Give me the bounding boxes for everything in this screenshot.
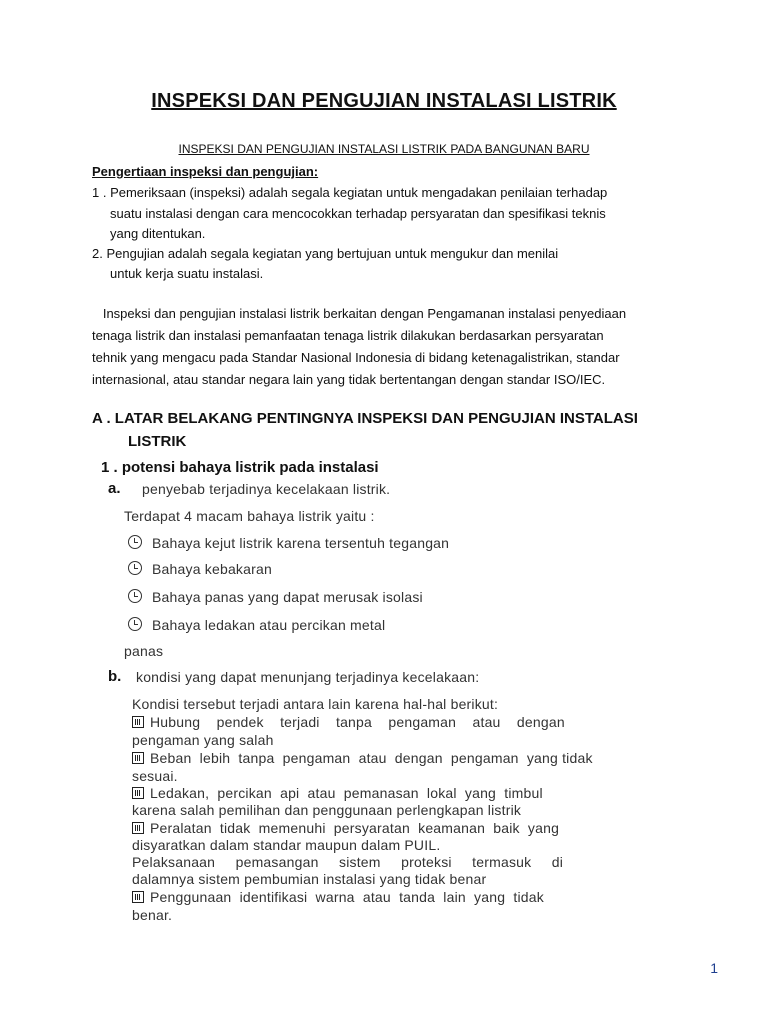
square-bullet-icon [132, 752, 144, 764]
hazard-item [128, 535, 449, 551]
document-subtitle: INSPEKSI DAN PENGUJIAN INSTALASI LISTRIK PADA BANGUNAN BARU [178, 142, 590, 156]
item-a-letter: a. [108, 480, 121, 497]
definition-1-line-1: 1 . Pemeriksaan (inspeksi) adalah segala kegiatan untuk mengadakan penilaian terhadap [92, 185, 608, 200]
hazard-item [128, 589, 423, 605]
condition-intro: Kondisi tersebut terjadi antara lain karena hal-hal berikut: [132, 696, 499, 712]
condition-item-cont: disyaratkan dalam standar maupun dalam PUIL. [132, 837, 441, 853]
item-b-letter: b. [108, 668, 122, 685]
identification-item-cont: benar. [132, 907, 173, 923]
definition-2-line-1: 2. Pengujian adalah segala kegiatan yang bertujuan untuk mengukur dan menilai [92, 246, 559, 261]
hazard-intro: Terdapat 4 macam bahaya listrik yaitu : [124, 508, 375, 524]
identification-item: Penggunaan identifikasi warna atau tanda lain yang tidak [132, 889, 544, 905]
square-bullet-icon [132, 716, 144, 728]
square-bullet-icon [132, 787, 144, 799]
clock-bullet-icon [128, 617, 142, 631]
clock-bullet-icon [128, 535, 142, 549]
definition-heading: Pengertiaan inspeksi dan pengujian: [92, 164, 319, 179]
condition-item: Hubung pendek terjadi tanpa pengaman atau dengan [132, 714, 565, 730]
section-a-heading-cont: LISTRIK [128, 433, 187, 450]
condition-item: Peralatan tidak memenuhi persyaratan keamanan baik yang [132, 820, 559, 836]
definition-2-line-2: untuk kerja suatu instalasi. [110, 266, 264, 281]
document-title: INSPEKSI DAN PENGUJIAN INSTALASI LISTRIK [151, 90, 617, 112]
hazard-continuation: panas [124, 643, 164, 659]
clock-bullet-icon [128, 561, 142, 575]
condition-item-cont: pengaman yang salah [132, 732, 274, 748]
item-a-text: penyebab terjadinya kecelakaan listrik. [142, 481, 391, 497]
hazard-text: Bahaya ledakan atau percikan metal [152, 617, 386, 633]
hazard-text: Bahaya kebakaran [152, 561, 272, 577]
protection-line-1: Pelaksanaan pemasangan sistem proteksi termasuk di [132, 854, 564, 870]
condition-item: Ledakan, percikan api atau pemanasan lokal yang timbul [132, 785, 543, 801]
condition-item: Beban lebih tanpa pengaman atau dengan pengaman yang tidak [132, 750, 593, 766]
hazard-item [128, 561, 272, 577]
page-number: 1 [710, 960, 718, 976]
condition-item-cont: karena salah pemilihan dan penggunaan perlengkapan listrik [132, 802, 522, 818]
hazard-item [128, 617, 385, 633]
subsection-1-heading: 1 . potensi bahaya listrik pada instalasi [101, 459, 379, 476]
condition-item-cont: sesuai. [132, 768, 178, 784]
paragraph-line-2: tenaga listrik dan instalasi pemanfaatan tenaga listrik dilakukan berdasarkan persyaratan [92, 328, 604, 343]
section-a-heading: A . LATAR BELAKANG PENTINGNYA INSPEKSI DAN PENGUJIAN INSTALASI [92, 410, 638, 427]
protection-line-2: dalamnya sistem pembumian instalasi yang tidak benar [132, 871, 487, 887]
clock-bullet-icon [128, 589, 142, 603]
paragraph-line-3: tehnik yang mengacu pada Standar Nasional Indonesia di bidang ketenagalistrikan, standar [92, 350, 620, 365]
paragraph-line-1: Inspeksi dan pengujian instalasi listrik berkaitan dengan Pengamanan instalasi penyediaan [92, 306, 627, 321]
hazard-text: Bahaya panas yang dapat merusak isolasi [152, 589, 423, 605]
square-bullet-icon [132, 891, 144, 903]
square-bullet-icon [132, 822, 144, 834]
paragraph-line-4: internasional, atau standar negara lain yang tidak bertentangan dengan standar ISO/IEC. [92, 372, 606, 387]
definition-1-line-2: suatu instalasi dengan cara mencocokkan terhadap persyaratan dan spesifikasi teknis [110, 206, 606, 221]
item-b-text: kondisi yang dapat menunjang terjadinya kecelakaan: [136, 669, 480, 685]
hazard-text: Bahaya kejut listrik karena tersentuh tegangan [152, 535, 450, 551]
definition-1-line-3: yang ditentukan. [110, 226, 206, 241]
